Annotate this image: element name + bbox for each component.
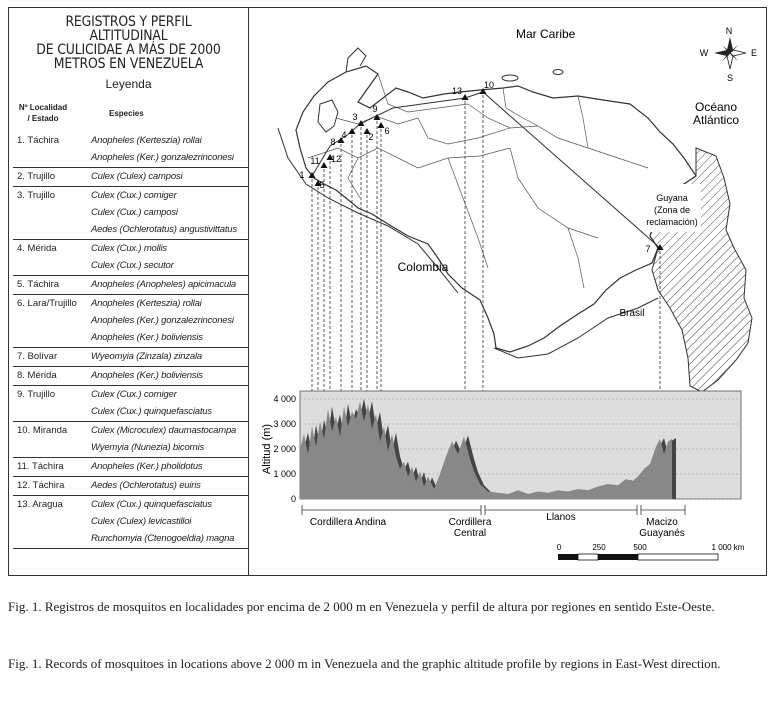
- legend-species: Runchomyia (Ctenogoeldia) magna: [91, 533, 235, 544]
- legend-species: Anopheles (Kerteszia) rollai: [91, 298, 202, 309]
- legend-line: [13, 513, 248, 530]
- legend-species: Culex (Cux.) quinquefasciatus: [91, 406, 212, 417]
- legend-line: [13, 477, 248, 494]
- label-brasil: Brasil: [619, 308, 645, 319]
- profile-ytick: 0: [290, 494, 296, 504]
- legend-species: Aedes (Ochlerotatus) angustivittatus: [91, 224, 237, 235]
- label-guyana-3: reclamación): [646, 217, 698, 227]
- legend-locality: 4. Mérida: [17, 243, 57, 254]
- locality-number: 8: [330, 137, 336, 147]
- legend-line: [13, 403, 248, 420]
- legend-locality: 10. Miranda: [17, 425, 68, 436]
- legend-locality: 8. Mérida: [17, 370, 57, 381]
- profile-ytick: 3 000: [273, 419, 296, 429]
- column-header-species: Especies: [109, 109, 144, 118]
- legend-row: [13, 348, 248, 367]
- title-line: REGISTROS Y PERFIL ALTITUDINAL: [65, 14, 192, 44]
- map-panel: [248, 8, 767, 575]
- legend-species: Culex (Cux.) corniger: [91, 389, 177, 400]
- legend-row: [13, 422, 248, 458]
- legend-line: [13, 312, 248, 329]
- figure-title: [26, 15, 232, 71]
- label-ocean-1: Océano: [694, 100, 738, 114]
- legend-species: Anopheles (Kerteszia) rollai: [91, 135, 202, 146]
- legend-line: [13, 386, 248, 403]
- legend-locality: 11. Táchira: [17, 461, 64, 472]
- title-line: METROS EN VENEZUELA: [53, 56, 204, 72]
- locality-number: 6: [384, 126, 390, 136]
- legend-row: [13, 496, 248, 549]
- legend-line: [13, 240, 248, 257]
- legend-species: Culex (Culex) camposi: [91, 171, 183, 182]
- label-guyana-1: Guyana: [656, 193, 688, 203]
- legend-species: Anopheles (Ker.) gonzalezrinconesi: [91, 152, 234, 163]
- legend-species: Culex (Cux.) mollis: [91, 243, 167, 254]
- region-brackets: [302, 505, 685, 515]
- profile-y-axis: [273, 394, 296, 504]
- legend-species: Anopheles (Ker.) boliviensis: [91, 332, 203, 343]
- locality-number: 10: [483, 80, 495, 90]
- column-header-locality-line: Nº Localidad: [18, 103, 68, 112]
- legend-species: Culex (Cux.) secutor: [91, 260, 174, 271]
- compass-w: W: [699, 48, 709, 58]
- legend-species: Anopheles (Ker.) pholidotus: [91, 461, 203, 472]
- legend-line: [13, 458, 248, 475]
- legend-locality: 13. Aragua: [17, 499, 63, 510]
- legend-row: [13, 477, 248, 496]
- figure-frame: [8, 7, 767, 576]
- legend-species: Culex (Culex) levicastilloi: [91, 516, 192, 527]
- locality-number: 9: [372, 104, 378, 114]
- legend-species: Aedes (Ochlerotatus) euiris: [91, 480, 201, 491]
- legend-species: Anopheles (Ker.) gonzalezrinconesi: [91, 315, 234, 326]
- region-macizo-2: Guayanés: [639, 528, 685, 539]
- locality-number: 3: [352, 112, 358, 122]
- legend-rows: [13, 132, 248, 549]
- legend-line: [13, 348, 248, 365]
- label-caribbean: Mar Caribe: [516, 27, 576, 41]
- legend-row: [13, 276, 248, 295]
- island: [502, 75, 518, 81]
- locality-number: 13: [451, 86, 463, 96]
- legend-species: Culex (Microculex) daumastocampa: [91, 425, 237, 436]
- scale-label: 250: [592, 543, 606, 552]
- caption-english: Fig. 1. Records of mosquitoes in locations above 2 000 m in Venezuela and the graphic altitude profile by regions in East-West direction.: [8, 656, 721, 671]
- legend-line: [13, 132, 248, 149]
- legend-locality: 12. Táchira: [17, 480, 65, 491]
- locality-number: 7: [645, 244, 651, 254]
- profile-ytick: 1 000: [273, 469, 296, 479]
- caption-spanish: Fig. 1. Registros de mosquitos en localidades por encima de 2 000 m en Venezuela y perfil de altura por regiones en sentido Este-Oeste.: [8, 599, 715, 614]
- legend-panel: [9, 8, 249, 575]
- legend-line: [13, 295, 248, 312]
- profile-ylabel: Altitud (m): [261, 423, 273, 475]
- legend-line: [13, 149, 248, 166]
- legend-line: [13, 367, 248, 384]
- column-header-locality-line: / Estado: [27, 114, 59, 123]
- locality-number: 2: [368, 132, 374, 142]
- legend-line: [13, 168, 248, 185]
- region-central-2: Central: [453, 528, 487, 539]
- legend-line: [13, 329, 248, 346]
- legend-row: [13, 295, 248, 348]
- legend-line: [13, 276, 248, 293]
- compass-rose-icon: [700, 26, 757, 83]
- scale-bar: [557, 543, 745, 560]
- region-macizo-1: Macizo: [646, 517, 678, 528]
- legend-row: [13, 367, 248, 386]
- legend-locality: 9. Trujillo: [17, 389, 56, 400]
- locality-number: 12: [330, 154, 342, 164]
- legend-species: Anopheles (Ker.) boliviensis: [91, 370, 203, 381]
- legend-line: [13, 257, 248, 274]
- legend-row: [13, 240, 248, 276]
- region-central-1: Cordillera: [448, 517, 492, 528]
- legend-line: [13, 204, 248, 221]
- legend-locality: 2. Trujillo: [17, 171, 56, 182]
- legend-locality: 7. Bolívar: [17, 351, 58, 362]
- legend-line: [13, 530, 248, 547]
- map-and-profile: [248, 8, 767, 575]
- locality-number: 1: [299, 170, 305, 180]
- legend-species: Anopheles (Anopheles) apicimacula: [91, 279, 236, 290]
- scale-label: 1 000 km: [711, 543, 745, 552]
- legend-line: [13, 496, 248, 513]
- legend-species: Wyeomyia (Zinzala) zinzala: [91, 351, 202, 362]
- profile-ytick: 4 000: [273, 394, 296, 404]
- scale-label: 500: [633, 543, 647, 552]
- legend-species: Culex (Cux.) corniger: [91, 190, 177, 201]
- legend-locality: 1. Táchira: [17, 135, 60, 146]
- locality-number: 11: [310, 156, 320, 166]
- compass-s: S: [726, 73, 734, 83]
- legend-line: [13, 422, 248, 439]
- legend-line: [13, 221, 248, 238]
- legend-title: Leyenda: [105, 77, 152, 91]
- scale-label: 0: [556, 543, 562, 552]
- legend-locality: 6. Lara/Trujillo: [17, 298, 77, 309]
- compass-e: E: [750, 48, 758, 58]
- legend-row: [13, 168, 248, 187]
- legend-row: [13, 458, 248, 477]
- compass-n: N: [725, 26, 733, 36]
- legend-row: [13, 187, 248, 240]
- locality-number: 5: [319, 180, 325, 190]
- legend-locality: 5. Táchira: [17, 279, 60, 290]
- legend-species: Wyemyia (Nunezia) bicornis: [91, 442, 205, 453]
- legend-locality: 3. Trujillo: [17, 190, 56, 201]
- island: [553, 70, 563, 75]
- legend-line: [13, 439, 248, 456]
- legend-row: [13, 132, 248, 168]
- locality-number: 4: [341, 130, 347, 140]
- label-ocean-2: Atlántico: [692, 113, 740, 127]
- label-colombia: Colombia: [397, 260, 449, 274]
- column-header-locality: [13, 102, 73, 124]
- label-guyana-2: (Zona de: [653, 205, 691, 215]
- region-llanos: Llanos: [546, 512, 576, 523]
- legend-species: Culex (Cux.) quinquefasciatus: [91, 499, 212, 510]
- profile-ytick: 2 000: [273, 444, 296, 454]
- legend-line: [13, 187, 248, 204]
- title-line: DE CULICIDAE A MÁS DE 2000: [36, 42, 221, 58]
- legend-species: Culex (Cux.) camposi: [91, 207, 178, 218]
- region-andina: Cordillera Andina: [309, 517, 387, 528]
- legend-row: [13, 386, 248, 422]
